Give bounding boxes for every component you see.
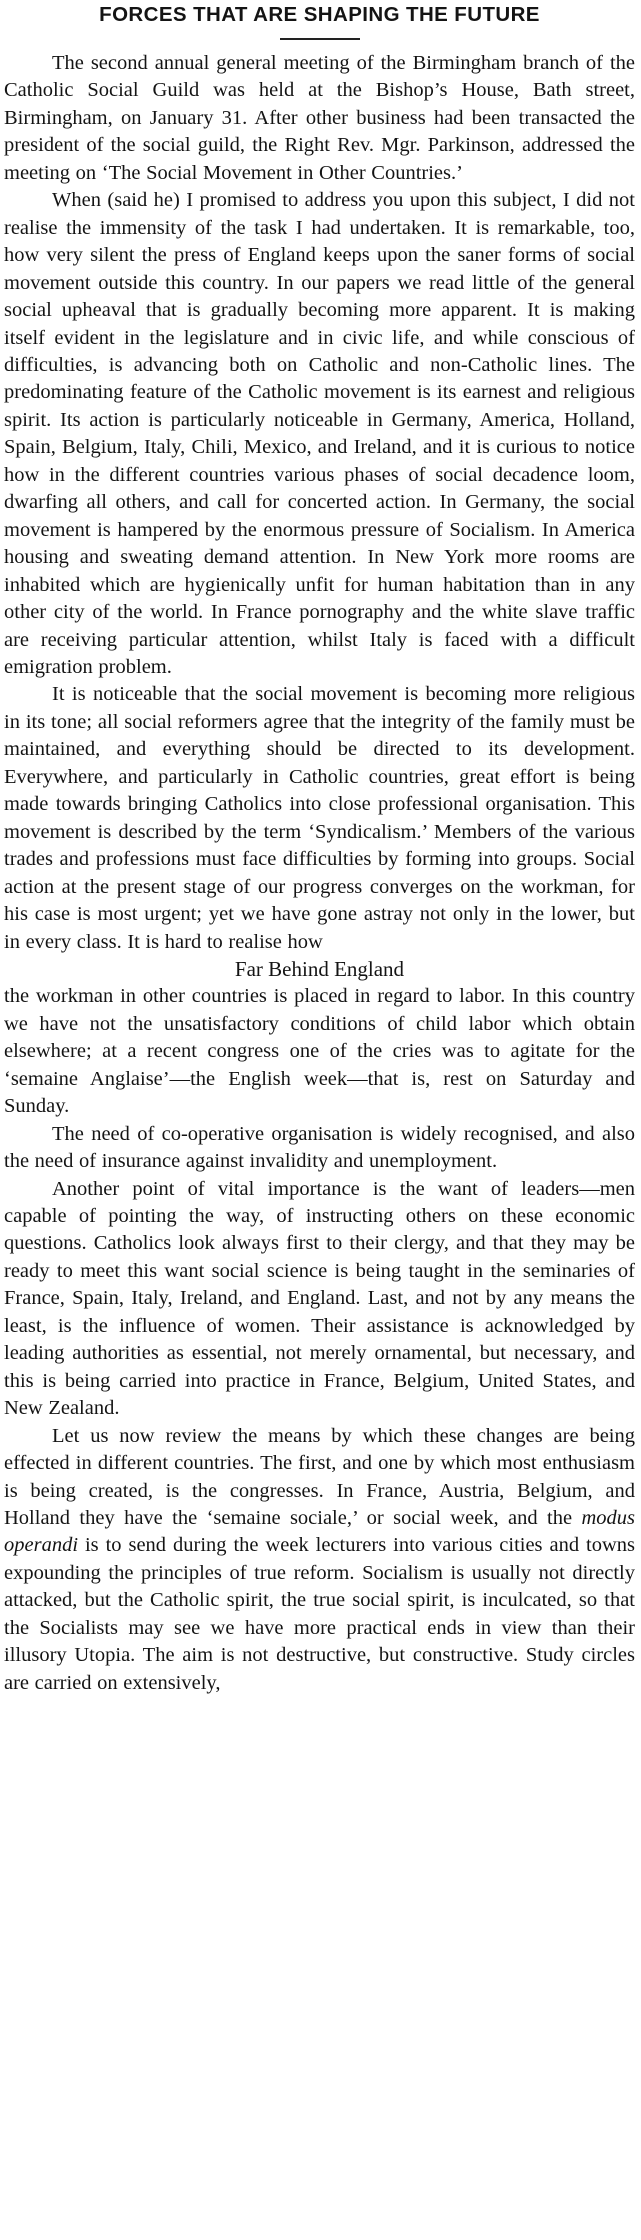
paragraph-means-text-1: Let us now review the means by which these changes are being effected in different countries. The first, and one by which most enthusiasm is being created, is the congresses. In France, Austria, Belgium, and Holland they have the ‘semaine sociale,’ or social week, and the xyxy=(4,1424,635,1530)
paragraph-religious-tone: It is noticeable that the social movement is becoming more religious in its tone; all social reformers agree that the integrity of the family must be maintained, and everything should be directed to its development. Everywhere, and particularly in Catholic countries, great effort is being made towards bringing Catholics into close professional organisation. This movement is described by the term ‘Syndicalism.’ Members of the various trades and professions must face difficulties by forming into groups. Social action at the present stage of our progress converges on the workman, for his case is most urgent; yet we have gone astray not only in the lower, but in every class. It is hard to realise how xyxy=(4,683,635,953)
paragraph-means xyxy=(4,1423,635,1698)
title-divider xyxy=(280,38,360,40)
italic-phrase: modus operandi xyxy=(4,1507,635,1557)
article-title: FORCES THAT ARE SHAPING THE FUTURE xyxy=(99,3,540,26)
paragraph-continuation: the workman in other countries is placed in regard to labor. In this country we have not the unsatisfactory conditions of child labor which obtain elsewhere; at a recent congress one of the cries was to agitate for the ‘semaine Anglaise’—the English week—that is, rest on Saturday and Sunday. xyxy=(4,985,635,1118)
paragraph-address: When (said he) I promised to address you upon this subject, I did not realise the immensity of the task I had undertaken. It is remarkable, too, how very silent the press of England keeps upon the saner forms of social movement outside this country. In our papers we read little of the general social upheaval that is gradually becoming more apparent. It is making itself evident in the legislature and in civic life, and while conscious of difficulties, is advancing both on Catholic and non-Catholic lines. The predominating feature of the Catholic movement is its earnest and religious spirit. Its action is particularly noticeable in Germany, America, Holland, Spain, Belgium, Italy, Chili, Mexico, and Ireland, and it is curious to notice how in the different countries various phases of social decadence loom, dwarfing all others, and call for concerted action. In Germany, the social movement is hampered by the enormous pressure of Socialism. In America housing and sweating demand attention. In New York more rooms are inhabited which are hygienically unfit for human habitation than in any other city of the world. In France pornography and the white slave traffic are receiving particular attention, whilst Italy is faced with a difficult emigration problem. xyxy=(4,189,635,678)
paragraph-means-text-2: is to send during the week lecturers into various cities and towns expounding the principles of true reform. Socialism is usually not directly attacked, but the Catholic spirit, the true social spirit, is inculcated, so that the Socialists may see we have more practical ends in view than their illusory Utopia. The aim is not destructive, but constructive. Study circles are carried on extensively, xyxy=(4,1534,635,1694)
subheading: Far Behind England xyxy=(234,956,405,981)
paragraph-intro: The second annual general meeting of the Birmingham branch of the Catholic Social Guild was held at the Bishop’s House, Bath street, Birmingham, on January 31. After other business had been transacted the president of the social guild, the Right Rev. Mgr. Parkinson, addressed the meeting on ‘The Social Movement in Other Countries.’ xyxy=(4,52,635,184)
paragraph-cooperative: The need of co-operative organisation is widely recognised, and also the need of insurance against invalidity and unemployment. xyxy=(4,1122,635,1173)
paragraph-leaders: Another point of vital importance is the want of leaders—men capable of pointing the way, of instructing others on these economic questions. Catholics look always first to their clergy, and that they may be ready to meet this want social science is being taught in the seminaries of France, Spain, Italy, Ireland, and England. Last, and not by any means the least, is the influence of women. Their assistance is acknowledged by leading authorities as essential, not merely ornamental, but necessary, and this is being carried into practice in France, Belgium, United States, and New Zealand. xyxy=(4,1177,635,1420)
